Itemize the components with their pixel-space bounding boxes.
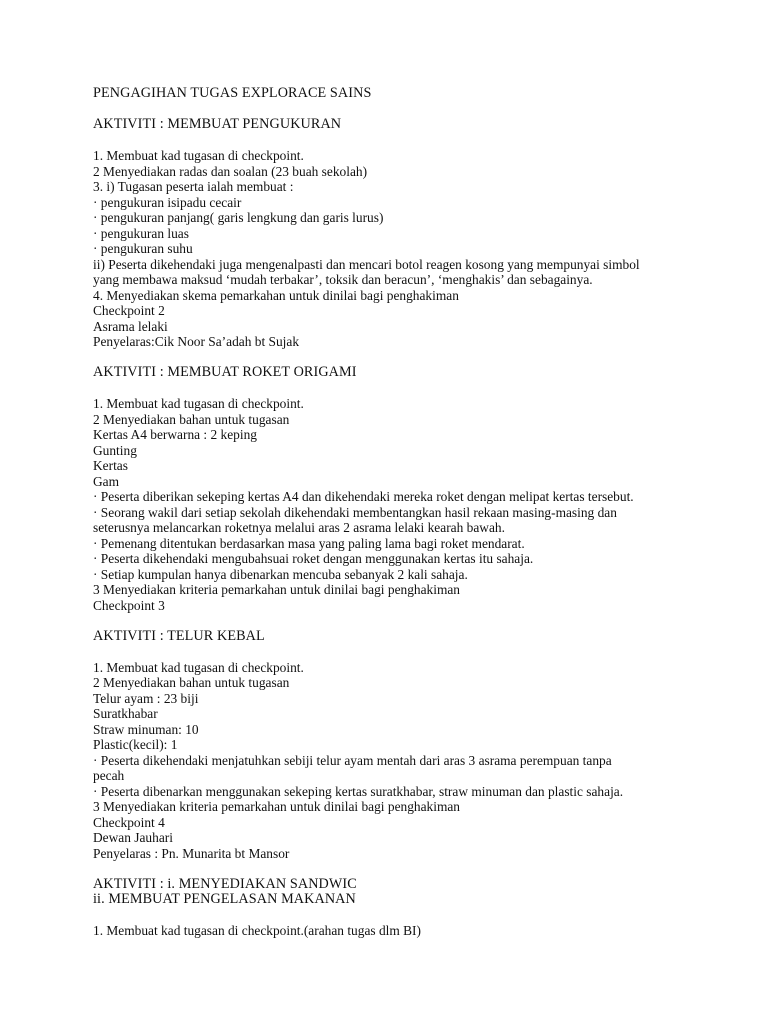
text-line: · pengukuran suhu	[93, 241, 193, 256]
text-line: · Peserta diberikan sekeping kertas A4 dan dikehendaki mereka roket dengan melipat kertas tersebut.	[93, 489, 634, 504]
text-line: pecah	[93, 768, 125, 783]
document-body	[93, 86, 693, 939]
blank-line	[93, 133, 693, 149]
blank-line	[93, 613, 693, 629]
text-line: 1. Membuat kad tugasan di checkpoint.	[93, 148, 304, 163]
text-line: · Seorang wakil dari setiap sekolah dikehendaki membentangkan hasil rekaan masing-masing dan	[93, 504, 617, 520]
text-line: · Peserta dikehendaki mengubahsuai roket dengan menggunakan kertas itu sahaja.	[93, 551, 534, 566]
text-line: 2 Menyediakan bahan untuk tugasan	[93, 411, 290, 427]
text-line: ii) Peserta dikehendaki juga mengenalpasti dan mencari botol reagen kosong yang mempunyai simbol	[93, 256, 640, 272]
text-line: Gunting	[93, 442, 137, 458]
text-line: 1. Membuat kad tugasan di checkpoint.(arahan tugas dlm BI)	[93, 923, 421, 938]
text-line: Straw minuman: 10	[93, 721, 199, 737]
text-line: yang membawa maksud ‘mudah terbakar’, toksik dan beracun’, ‘menghakis’ dan sebagainya.	[93, 272, 593, 287]
text-line: Dewan Jauhari	[93, 830, 173, 845]
blank-line	[93, 861, 693, 877]
text-line: Checkpoint 4	[93, 814, 165, 830]
text-line: 1. Membuat kad tugasan di checkpoint.	[93, 396, 304, 411]
text-line: Asrama lelaki	[93, 318, 168, 334]
section-heading: AKTIVITI : MEMBUAT ROKET ORIGAMI	[93, 364, 357, 380]
blank-line	[93, 908, 693, 924]
text-line: 3 Menyediakan kriteria pemarkahan untuk dinilai bagi penghakiman	[93, 582, 461, 597]
text-line: seterusnya melancarkan roketnya melalui aras 2 asrama lelaki kearah bawah.	[93, 520, 505, 535]
text-line: · Peserta dibenarkan menggunakan sekeping kertas suratkhabar, straw minuman dan plastic sahaja.	[93, 783, 624, 799]
text-line: · Setiap kumpulan hanya dibenarkan mencuba sebanyak 2 kali sahaja.	[93, 566, 468, 582]
blank-line	[93, 381, 693, 397]
text-line: · pengukuran luas	[93, 225, 189, 241]
text-line: 4. Menyediakan skema pemarkahan untuk dinilai bagi penghakiman	[93, 287, 459, 303]
text-line: 3 Menyediakan kriteria pemarkahan untuk dinilai bagi penghakiman	[93, 799, 461, 814]
section-heading: AKTIVITI : i. MENYEDIAKAN SANDWIC	[93, 875, 357, 892]
text-line: Checkpoint 2	[93, 303, 165, 318]
text-line: Suratkhabar	[93, 706, 158, 721]
text-line: Kertas	[93, 458, 128, 473]
text-line: 3. i) Tugasan peserta ialah membuat :	[93, 179, 294, 194]
section-heading: ii. MEMBUAT PENGELASAN MAKANAN	[93, 891, 356, 907]
text-line: Plastic(kecil): 1	[93, 737, 178, 752]
text-line: Gam	[93, 473, 120, 489]
text-line: Penyelaras : Pn. Munarita bt Mansor	[93, 845, 290, 861]
text-line: 2 Menyediakan bahan untuk tugasan	[93, 675, 290, 690]
section-heading: PENGAGIHAN TUGAS EXPLORACE SAINS	[93, 85, 372, 101]
text-line: · Pemenang ditentukan berdasarkan masa yang paling lama bagi roket mendarat.	[93, 535, 525, 551]
text-line: Checkpoint 3	[93, 597, 165, 613]
blank-line	[93, 102, 693, 118]
text-line: · pengukuran isipadu cecair	[93, 194, 242, 210]
text-line: 1. Membuat kad tugasan di checkpoint.	[93, 659, 304, 675]
text-line: Kertas A4 berwarna : 2 keping	[93, 427, 257, 442]
text-line: 2 Menyediakan radas dan soalan (23 buah sekolah)	[93, 163, 368, 179]
text-line: · pengukuran panjang( garis lengkung dan garis lurus)	[93, 210, 384, 225]
text-line: Telur ayam : 23 biji	[93, 690, 199, 706]
section-heading: AKTIVITI : MEMBUAT PENGUKURAN	[93, 116, 342, 132]
text-line: Penyelaras:Cik Noor Sa’adah bt Sujak	[93, 334, 300, 349]
blank-line	[93, 350, 693, 366]
text-line: · Peserta dikehendaki menjatuhkan sebiji telur ayam mentah dari aras 3 asrama perempuan tanpa	[93, 752, 612, 768]
blank-line	[93, 644, 693, 660]
section-heading: AKTIVITI : TELUR KEBAL	[93, 627, 265, 644]
